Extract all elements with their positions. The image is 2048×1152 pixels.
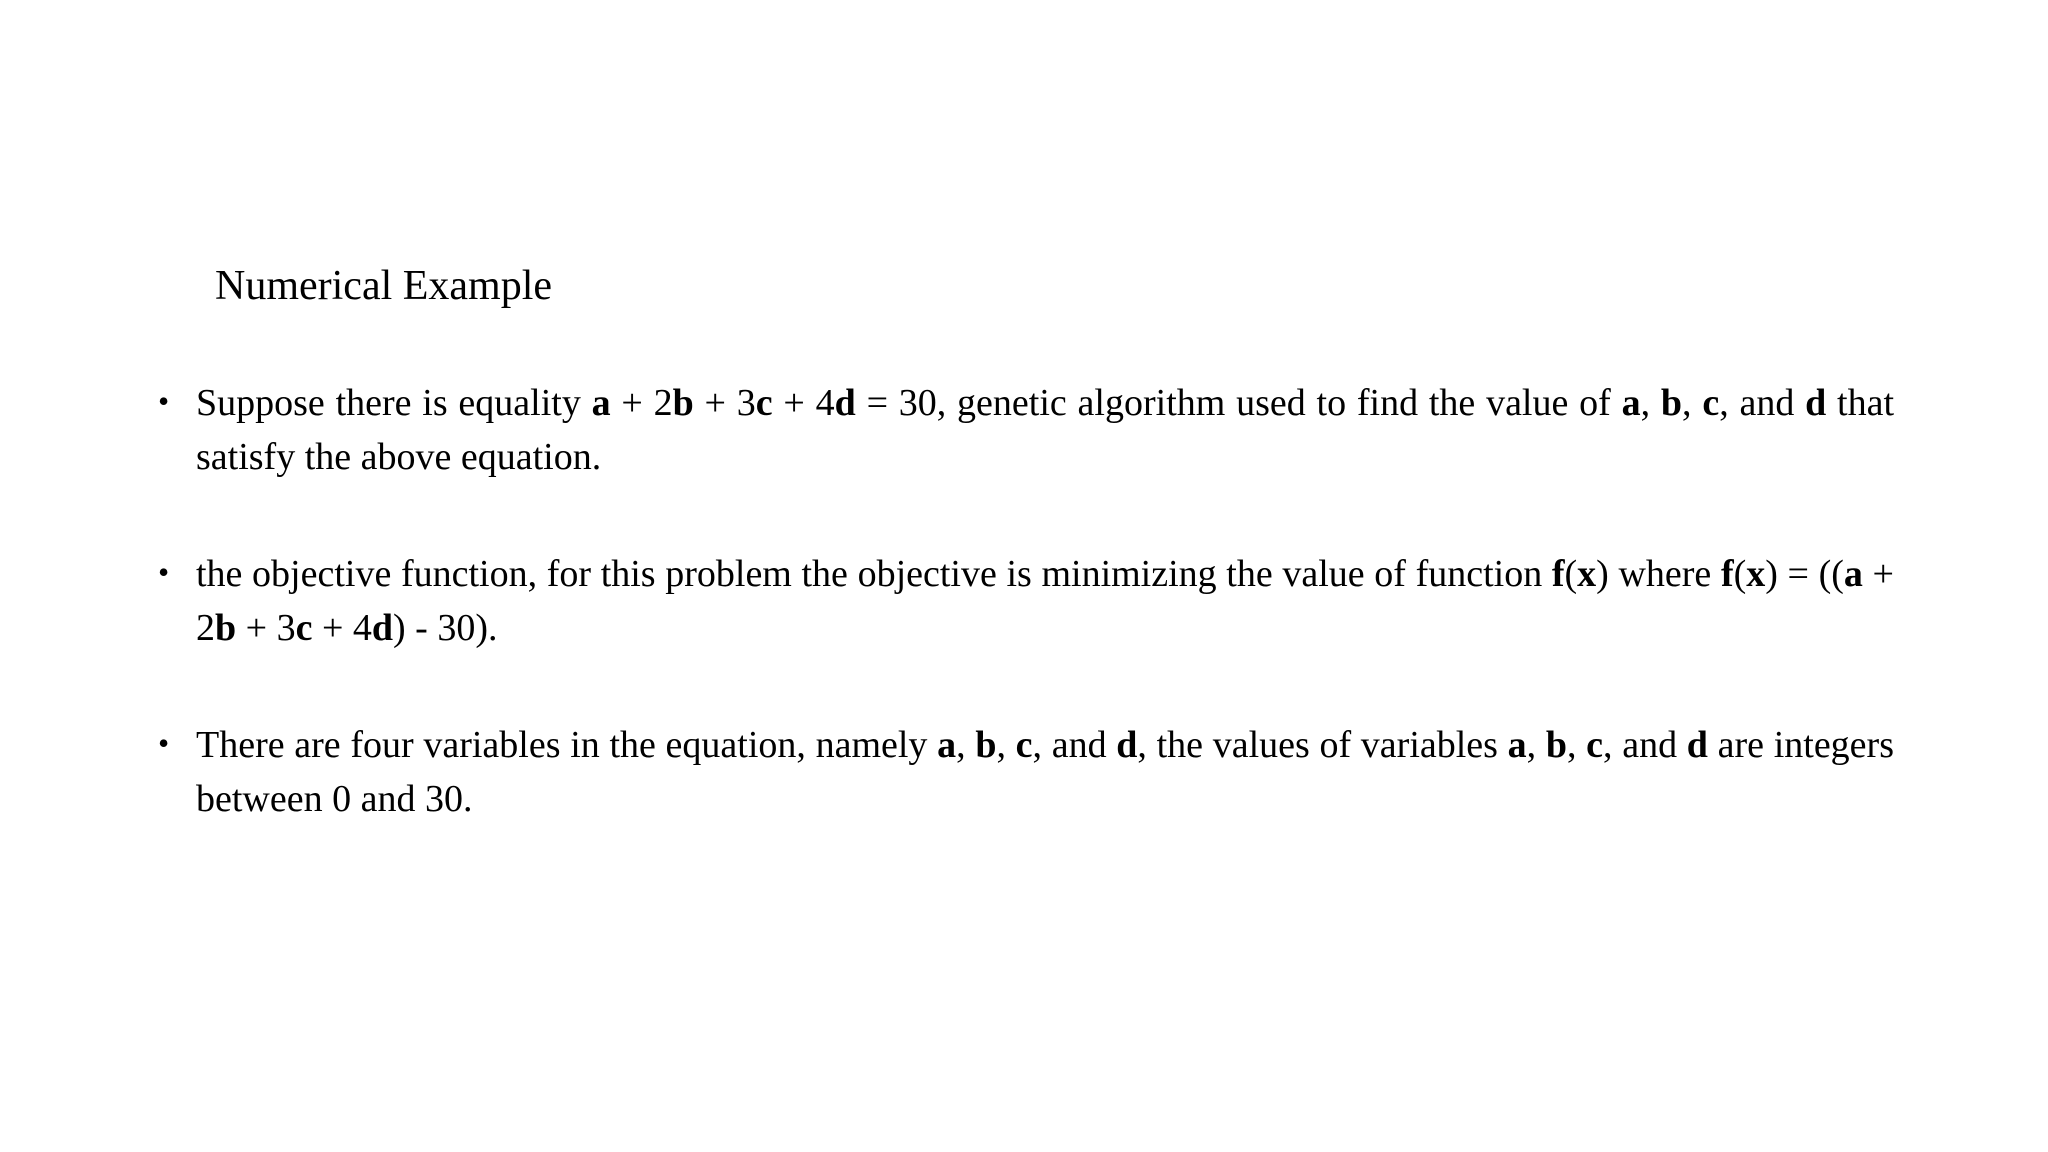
text-run: , xyxy=(1682,382,1703,424)
text-run: , the values of variables xyxy=(1137,724,1508,766)
text-run: , and xyxy=(1719,382,1806,424)
text-run: that satisfy the above equation. xyxy=(196,382,1895,478)
bold-text-run: d xyxy=(371,607,394,649)
bold-text-run: a xyxy=(937,724,957,766)
text-run: the objective function, for this problem the objective is minimizing the value of function xyxy=(196,553,1552,595)
text-run: + 3 xyxy=(693,382,756,424)
text-run: There are four variables in the equation, namely xyxy=(196,724,938,766)
bold-text-run: d xyxy=(834,382,856,424)
bullet-item xyxy=(158,376,1895,484)
bold-text-run: a xyxy=(1843,553,1863,595)
bullet-icon: • xyxy=(158,725,170,761)
bullet-icon: • xyxy=(158,554,170,590)
text-run: , xyxy=(956,724,976,766)
text-run: ) - 30). xyxy=(393,607,498,649)
bold-text-run: a xyxy=(1507,724,1527,766)
bullet-item xyxy=(158,718,1894,826)
text-run: , xyxy=(1640,382,1661,424)
text-run: ( xyxy=(1564,553,1578,595)
bullet-item xyxy=(158,547,1894,655)
text-run: , and xyxy=(1603,724,1687,766)
bold-text-run: x xyxy=(1577,553,1597,595)
text-run: + 2 xyxy=(610,382,673,424)
bold-text-run: c xyxy=(1586,724,1604,766)
text-run: , xyxy=(1566,724,1587,766)
bullet-list xyxy=(158,376,1895,889)
text-run: , xyxy=(1526,724,1546,766)
bullet-icon: • xyxy=(158,383,170,419)
text-run: ( xyxy=(1733,553,1747,595)
bold-text-run: x xyxy=(1746,553,1766,595)
text-run: , xyxy=(996,724,1016,766)
bold-text-run: c xyxy=(755,382,773,424)
text-run: , and xyxy=(1032,724,1117,766)
bold-text-run: b xyxy=(1545,724,1567,766)
bold-text-run: f xyxy=(1551,553,1565,595)
bold-text-run: d xyxy=(1805,382,1827,424)
text-run: ) = (( xyxy=(1765,553,1844,595)
text-run: ) where xyxy=(1596,553,1721,595)
bold-text-run: d xyxy=(1116,724,1138,766)
bold-text-run: b xyxy=(672,382,694,424)
text-run: + 2 xyxy=(196,553,1894,649)
text-run: + 3 xyxy=(236,607,296,649)
bold-text-run: b xyxy=(215,607,237,649)
bullet-text xyxy=(196,382,1894,478)
bold-text-run: c xyxy=(1015,724,1033,766)
bullet-text xyxy=(196,553,1894,649)
bold-text-run: a xyxy=(1621,382,1641,424)
bold-text-run: c xyxy=(1702,382,1720,424)
bold-text-run: a xyxy=(591,382,611,424)
text-run: = 30, genetic algorithm used to find the value of xyxy=(855,382,1622,424)
bold-text-run: b xyxy=(1660,382,1683,424)
bold-text-run: d xyxy=(1686,724,1708,766)
text-run: are integers between 0 and 30. xyxy=(196,724,1894,820)
text-run: Suppose there is equality xyxy=(196,382,592,424)
bold-text-run: b xyxy=(975,724,997,766)
text-run: + 4 xyxy=(772,382,835,424)
bullet-text xyxy=(196,724,1894,820)
slide-title: Numerical Example xyxy=(215,263,553,309)
text-run: + 4 xyxy=(312,607,372,649)
bold-text-run: c xyxy=(295,607,313,649)
bold-text-run: f xyxy=(1720,553,1734,595)
